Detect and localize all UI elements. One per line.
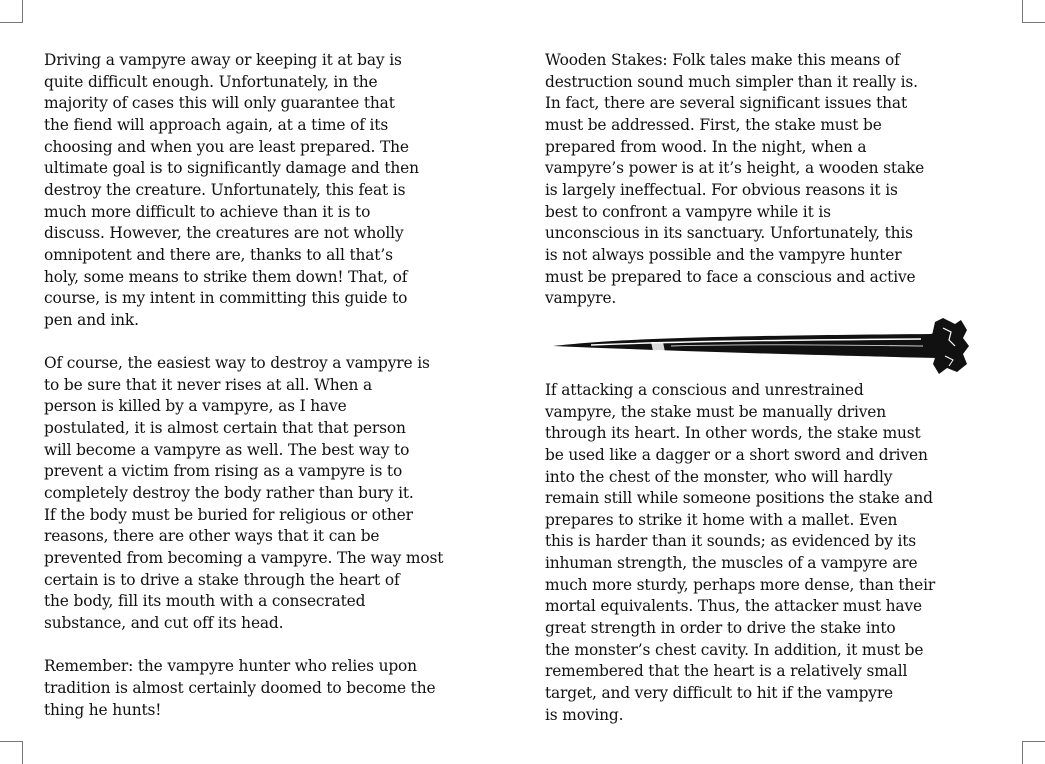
crop-mark-top-left: [0, 0, 23, 23]
text-line: much more difficult to achieve than it is to: [44, 202, 371, 221]
crop-mark-bottom-right: [1022, 741, 1045, 764]
text-line: vampyre.: [545, 289, 617, 308]
paragraph-spacer: [44, 332, 514, 354]
text-line: must be prepared to face a conscious and active: [545, 267, 916, 286]
text-line: much more sturdy, perhaps more dense, than their: [545, 575, 936, 594]
text-line: is not always possible and the vampyre hunter: [545, 245, 902, 264]
wooden-stake-illustration: [545, 316, 1015, 380]
text-line: through its heart. In other words, the stake must: [545, 424, 921, 443]
text-line: into the chest of the monster, who will hardly: [545, 467, 893, 486]
text-line: will become a vampyre as well. The best way to: [44, 440, 410, 459]
text-line: prepared from wood. In the night, when a: [545, 137, 867, 156]
text-line: postulated, it is almost certain that that person: [44, 419, 406, 438]
text-line: destroy the creature. Unfortunately, this feat is: [44, 180, 406, 199]
text-line: mortal equivalents. Thus, the attacker must have: [545, 597, 922, 616]
text-line: be used like a dagger or a short sword and driven: [545, 445, 928, 464]
text-line: certain is to drive a stake through the heart of: [44, 570, 400, 589]
text-line: great strength in order to drive the stake into: [545, 619, 896, 638]
text-line: completely destroy the body rather than bury it.: [44, 484, 414, 503]
crop-mark-bottom-left: [0, 741, 23, 764]
text-line: is moving.: [545, 705, 624, 724]
text-line: the fiend will approach again, at a time of its: [44, 115, 389, 134]
text-line: If attacking a conscious and unrestrained: [545, 380, 864, 399]
text-line: course, is my intent in committing this guide to: [44, 289, 408, 308]
text-line: thing he hunts!: [44, 700, 162, 719]
text-line: vampyre, the stake must be manually driven: [545, 402, 887, 421]
text-line: omnipotent and there are, thanks to all that’s: [44, 245, 393, 264]
text-line: person is killed by a vampyre, as I have: [44, 397, 347, 416]
text-line: prevented from becoming a vampyre. The way most: [44, 549, 444, 568]
wooden-stake-icon: [551, 316, 971, 378]
text-line: must be addressed. First, the stake must be: [545, 115, 882, 134]
text-line: majority of cases this will only guarantee that: [44, 94, 395, 113]
text-line: prepares to strike it home with a mallet. Even: [545, 510, 898, 529]
paragraph: [44, 656, 514, 721]
text-line: If the body must be buried for religious or other: [44, 505, 413, 524]
text-line: In fact, there are several significant issues that: [545, 94, 907, 113]
paragraph-spacer: [44, 635, 514, 657]
text-line: tradition is almost certainly doomed to become the: [44, 679, 436, 697]
text-line: Remember: the vampyre hunter who relies upon: [44, 657, 417, 676]
text-line: the body, fill its mouth with a consecrated: [44, 592, 366, 611]
right-column: [545, 50, 1015, 726]
text-line: to be sure that it never rises at all. When a: [44, 375, 372, 394]
text-line: quite difficult enough. Unfortunately, in the: [44, 72, 378, 91]
text-line: substance, and cut off its head.: [44, 614, 284, 633]
text-line: discuss. However, the creatures are not wholly: [44, 224, 404, 243]
text-line: is largely ineffectual. For obvious reasons it is: [545, 180, 898, 199]
text-line: unconscious in its sanctuary. Unfortunately, this: [545, 224, 913, 243]
text-line: the monster’s chest cavity. In addition, it must be: [545, 640, 924, 659]
text-line: Driving a vampyre away or keeping it at bay is: [44, 51, 402, 69]
paragraph: [44, 50, 514, 332]
paragraph: [44, 353, 514, 635]
text-line: reasons, there are other ways that it can be: [44, 527, 380, 546]
text-line: best to confront a vampyre while it is: [545, 202, 831, 221]
text-line: holy, some means to strike them down! That, of: [44, 267, 408, 286]
text-line: ultimate goal is to significantly damage and then: [44, 159, 419, 178]
paragraph: [545, 380, 1015, 727]
text-line: remembered that the heart is a relatively small: [545, 662, 908, 681]
crop-mark-top-right: [1022, 0, 1045, 23]
text-line: prevent a victim from rising as a vampyre is to: [44, 462, 403, 481]
text-line: pen and ink.: [44, 310, 139, 329]
left-column: [44, 50, 514, 721]
text-line: this is harder than it sounds; as evidenced by its: [545, 532, 917, 551]
text-line: Of course, the easiest way to destroy a vampyre is: [44, 354, 430, 373]
text-line: inhuman strength, the muscles of a vampyre are: [545, 554, 918, 573]
text-line: choosing and when you are least prepared. The: [44, 137, 409, 156]
text-line: remain still while someone positions the stake and: [545, 489, 933, 508]
text-line: vampyre’s power is at it’s height, a wooden stake: [545, 159, 925, 178]
paragraph: [545, 50, 1015, 310]
text-line: target, and very difficult to hit if the vampyre: [545, 684, 893, 703]
text-line: Wooden Stakes: Folk tales make this means of: [545, 51, 900, 69]
text-line: destruction sound much simpler than it really is.: [545, 72, 918, 91]
